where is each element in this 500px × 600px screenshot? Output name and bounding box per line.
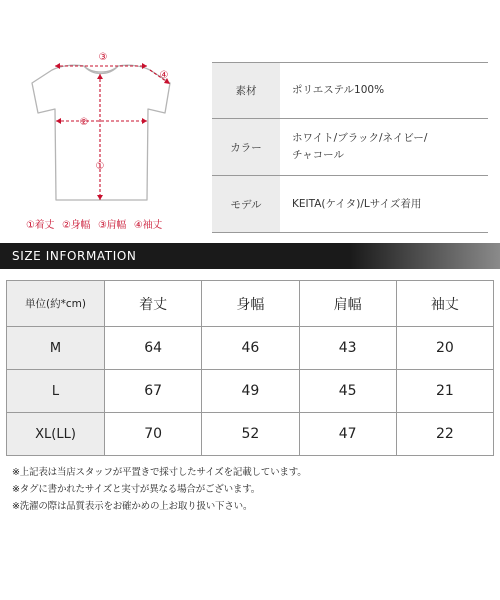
spec-row-color	[212, 119, 488, 176]
section-title: SIZE INFORMATION	[12, 249, 137, 263]
spec-value: KEITA(ケイタ)/Lサイズ着用	[280, 176, 488, 233]
size-information-header	[0, 243, 500, 269]
note-line: ※洗濯の際は品質表示をお確かめの上お取り扱い下さい。	[12, 501, 253, 512]
size-cell: 22	[396, 413, 493, 456]
size-table-header-row	[7, 281, 494, 327]
marker-4: ④	[159, 70, 169, 81]
size-cell: 64	[105, 327, 202, 370]
product-spec-table	[212, 62, 488, 233]
marker-1: ①	[95, 161, 105, 172]
legend-item: ①着丈	[26, 220, 55, 231]
column-header: 肩幅	[299, 281, 396, 327]
size-cell: 21	[396, 370, 493, 413]
spec-value: ホワイト/ブラック/ネイビー/ チャコール	[280, 119, 488, 176]
spec-key: モデル	[212, 176, 280, 233]
size-label: XL(LL)	[7, 413, 105, 456]
size-cell: 70	[105, 413, 202, 456]
marker-2: ②	[79, 117, 89, 128]
size-cell: 49	[202, 370, 299, 413]
size-cell: 45	[299, 370, 396, 413]
notes	[12, 464, 307, 515]
marker-3: ③	[98, 52, 108, 63]
size-cell: 46	[202, 327, 299, 370]
note-line: ※上記表は当店スタッフが平置きで採寸したサイズを記載しています。	[12, 467, 307, 478]
unit-label: 単位(約*cm)	[7, 281, 105, 327]
spec-key: 素材	[212, 63, 280, 119]
spec-value: ポリエステル100%	[280, 63, 488, 119]
measurement-legend	[26, 216, 226, 231]
size-cell: 47	[299, 413, 396, 456]
size-cell: 67	[105, 370, 202, 413]
size-cell: 43	[299, 327, 396, 370]
spec-row-material	[212, 63, 488, 119]
column-header: 身幅	[202, 281, 299, 327]
legend-item: ④袖丈	[133, 220, 162, 231]
size-label: L	[7, 370, 105, 413]
size-table	[6, 280, 494, 456]
legend-item: ②身幅	[61, 220, 91, 231]
note-line: ※タグに書かれたサイズと実寸が異なる場合がございます。	[12, 484, 261, 495]
column-header: 袖丈	[396, 281, 493, 327]
column-header: 着丈	[105, 281, 202, 327]
size-label: M	[7, 327, 105, 370]
size-cell: 20	[396, 327, 493, 370]
table-row	[7, 327, 494, 370]
spec-row-model	[212, 176, 488, 233]
table-row	[7, 370, 494, 413]
table-row	[7, 413, 494, 456]
tshirt-outline	[32, 65, 170, 200]
tshirt-measurement-diagram	[0, 0, 210, 240]
header-gradient	[350, 243, 500, 269]
legend-item: ③肩幅	[97, 220, 127, 231]
spec-key: カラー	[212, 119, 280, 176]
size-cell: 52	[202, 413, 299, 456]
